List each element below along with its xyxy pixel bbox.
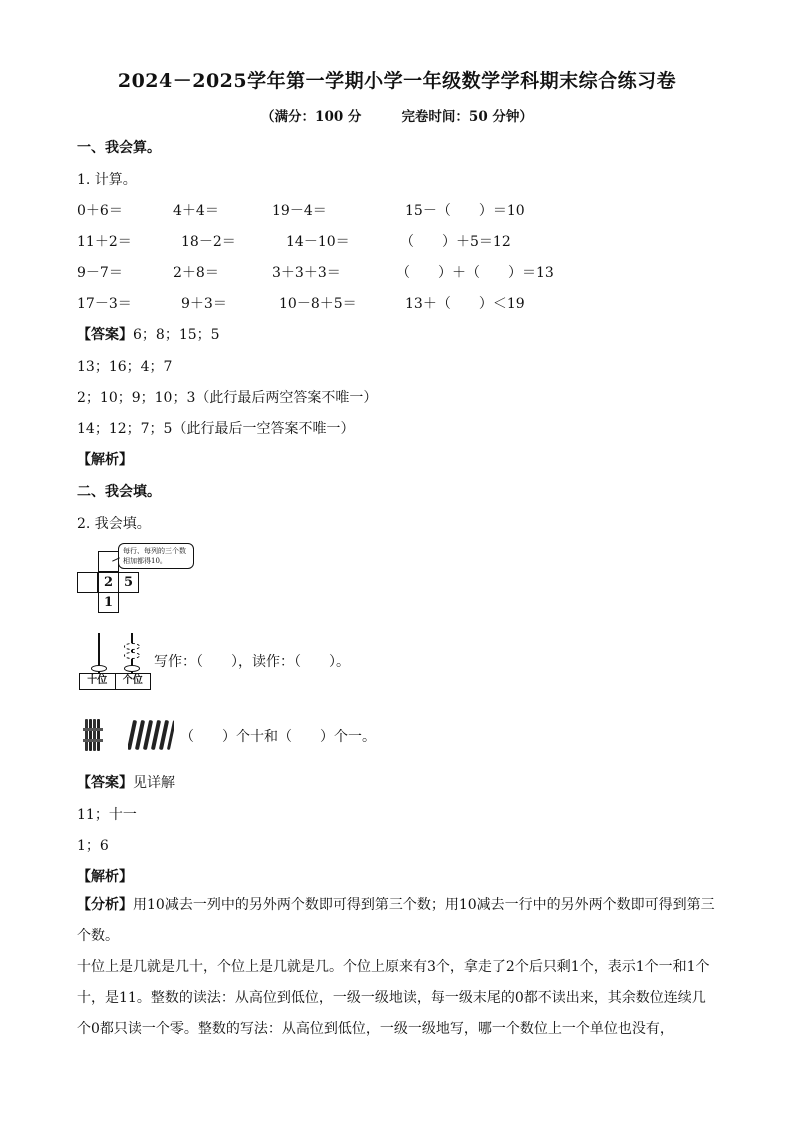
answer-tag: 【答案】 (77, 327, 133, 343)
calc-cell: 0＋6＝ (77, 203, 123, 219)
hint-speech-bubble: 每行、每列的三个数相加都得10。 (118, 543, 194, 569)
loose-sticks-icon (128, 720, 174, 750)
calc-cell: 3＋3＋3＝ (272, 265, 341, 281)
answer-text: 6；8；15；5 (133, 327, 220, 343)
calc-cell: 4＋4＝ (173, 203, 219, 219)
answer-line: 14；12；7；5（此行最后一空答案不唯一） (77, 421, 355, 437)
abacus-base (79, 673, 151, 690)
analysis-paragraph: 十位上是几就是几十，个位上是几就是几。个位上原来有3个，拿走了2个后只剩1个，表示1个一和1个十，是11。整数的读法：从高位到低位，一级一级地读，每一级末尾的0都不读出来，其余数位连续几个0都只读一个零。整数的写法：从高位到低位，一级一级地写，哪一个数位上一个单位也没有， (77, 959, 710, 1037)
q2-label: 2. 我会填。 (77, 516, 151, 532)
page-subtitle (0, 105, 794, 125)
answer-line: 1；6 (77, 838, 109, 854)
grid-cell: 5 (118, 572, 139, 593)
section1-heading: 一、我会算。 (77, 140, 161, 156)
analysis-text: 用10减去一列中的另外两个数即可得到第三个数；用10减去一行中的另外两个数即可得到第三个数。 (77, 897, 715, 944)
time-limit: 完卷时间：50 分钟） (401, 109, 533, 125)
calc-cell: 14－10＝ (286, 234, 350, 250)
grid-cell: 2 (98, 572, 119, 593)
answer-tag: 【答案】 (77, 775, 133, 791)
calc-cell: 2＋8＝ (173, 265, 219, 281)
calc-cell: 15－（ ）＝10 (405, 203, 525, 219)
ones-bead (124, 665, 140, 672)
grid-cell (77, 572, 98, 593)
grid-cell (98, 551, 119, 572)
analysis-lead: 【分析】 (77, 897, 133, 913)
tens-bead (91, 665, 107, 672)
ones-label: 个位 (115, 674, 151, 689)
page-title: 2024－2025学年第一学期小学一年级数学学科期末综合练习卷 (117, 70, 677, 92)
q1-label: 1. 计算。 (77, 172, 137, 188)
calc-cell: 9－7＝ (77, 265, 123, 281)
tens-label: 十位 (87, 675, 108, 686)
number-cross-grid (77, 551, 197, 616)
calc-cell: 9＋3＝ (181, 296, 227, 312)
removed-bead (124, 652, 140, 659)
answer-text: 见详解 (133, 775, 175, 791)
answer-line: 13；16；4；7 (77, 359, 173, 375)
full-score: （满分：100 分 (261, 109, 362, 125)
stick-bundle-icon (82, 718, 104, 752)
analysis-tag: 【解析】 (77, 869, 133, 885)
answer-line: 11；十一 (77, 807, 137, 823)
calc-cell: 11＋2＝ (77, 234, 132, 250)
calc-cell: （ ）＋（ ）＝13 (396, 265, 554, 281)
analysis-tag: 【解析】 (77, 452, 133, 468)
abacus-figure (79, 633, 151, 691)
calc-cell: 13＋（ ）＜19 (405, 296, 525, 312)
sticks-prompt: （ ）个十和（ ）个一。 (180, 729, 376, 745)
answer-line (77, 772, 175, 792)
grid-cell: 1 (98, 592, 119, 613)
abacus-prompt: 写作：（ ），读作：（ ）。 (154, 654, 350, 670)
removed-bead (124, 643, 140, 650)
calc-cell: 18－2＝ (181, 234, 236, 250)
calc-cell: 19－4＝ (272, 203, 327, 219)
calc-cell: （ ）＋5＝12 (400, 234, 511, 250)
calc-cell: 17－3＝ (77, 296, 132, 312)
section2-heading: 二、我会填。 (77, 484, 161, 500)
analysis-paragraph (77, 890, 717, 952)
answer-line (77, 324, 220, 344)
calc-cell: 10－8＋5＝ (279, 296, 357, 312)
answer-line: 2；10；9；10；3（此行最后两空答案不唯一） (77, 390, 378, 406)
